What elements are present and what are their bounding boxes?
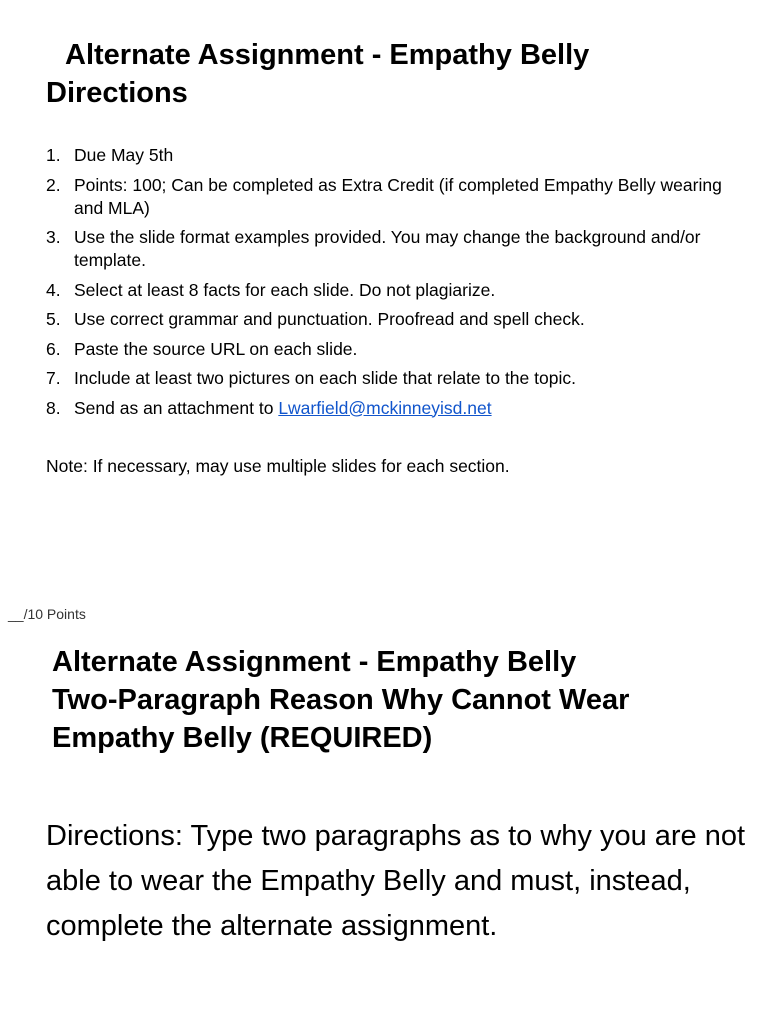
- list-item: [46, 397, 736, 420]
- list-item-number: 1.: [46, 145, 61, 165]
- slide2-title-line1: Alternate Assignment - Empathy Belly: [52, 646, 577, 678]
- slide2-title-line2: Two-Paragraph Reason Why Cannot Wear: [52, 684, 630, 716]
- slide1-title: [46, 36, 746, 112]
- list-item-number: 8.: [46, 397, 61, 418]
- directions-list: [46, 144, 736, 426]
- list-item-text: Select at least 8 facts for each slide. Do not plagiarize.: [74, 279, 496, 300]
- list-item: [46, 338, 736, 361]
- list-item-number: 2.: [46, 174, 61, 195]
- list-item: [46, 279, 736, 302]
- list-item: [46, 144, 736, 167]
- list-item-text-prefix: Send as an attachment to: [74, 397, 279, 418]
- list-item-text: [74, 397, 736, 420]
- list-item: [46, 174, 736, 220]
- list-item: [46, 367, 736, 390]
- list-item-number: 5.: [46, 309, 61, 329]
- list-item-text: Include at least two pictures on each slide that relate to the topic.: [74, 368, 576, 388]
- list-item-text: Use the slide format examples provided. You may change the background and/or template.: [74, 227, 701, 270]
- note-text: Note: If necessary, may use multiple slides for each section.: [46, 456, 510, 476]
- list-item-number: 7.: [46, 368, 61, 388]
- slide2-directions: Directions: Type two paragraphs as to why you are not able to wear the Empathy Belly and must, instead, complete the alternate assignment.: [46, 820, 746, 942]
- list-item: [46, 226, 736, 272]
- slide2-title-line3: Empathy Belly (REQUIRED): [52, 722, 433, 754]
- email-link[interactable]: Lwarfield@mckinneyisd.net: [278, 397, 492, 418]
- slide1-title-line2: Directions: [46, 77, 188, 109]
- slide1-title-line1: Alternate Assignment - Empathy Belly: [65, 39, 590, 71]
- list-item-text: Paste the source URL on each slide.: [74, 338, 358, 359]
- list-item-text: Due May 5th: [74, 145, 174, 165]
- points-label: __/10 Points: [8, 606, 86, 622]
- list-item-text: Use correct grammar and punctuation. Proofread and spell check.: [74, 309, 585, 329]
- slide2-title: [52, 643, 752, 757]
- list-item: [46, 308, 736, 331]
- list-item-text: Points: 100; Can be completed as Extra Credit (if completed Empathy Belly wearing and MLA): [74, 174, 722, 218]
- list-item-number: 4.: [46, 279, 61, 300]
- list-item-number: 3.: [46, 227, 61, 247]
- list-item-number: 6.: [46, 338, 61, 359]
